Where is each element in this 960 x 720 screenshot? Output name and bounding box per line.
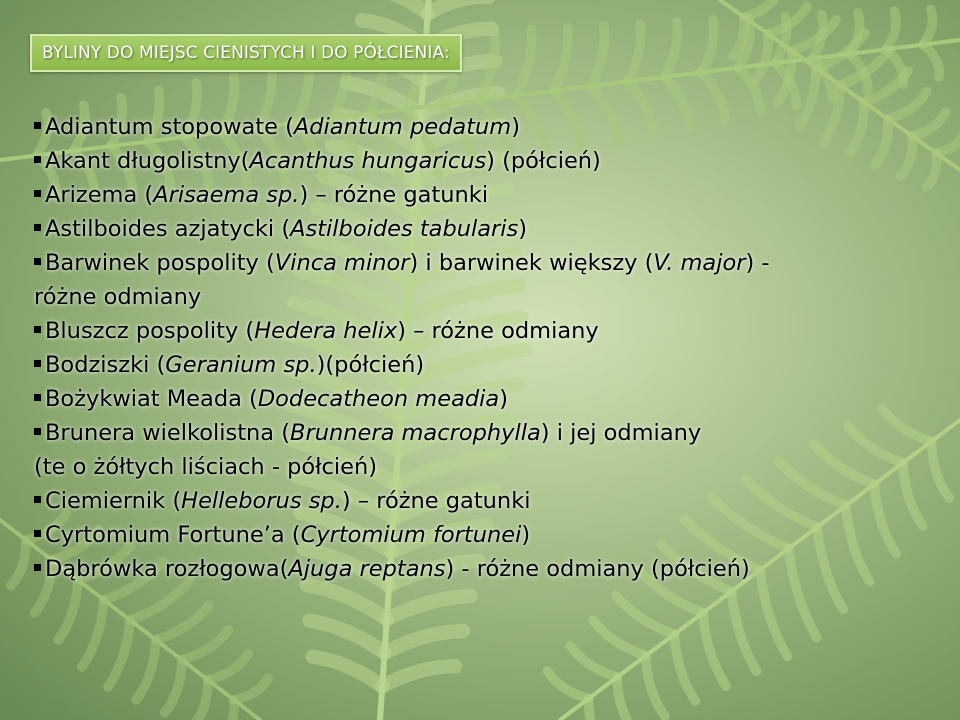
- scientific-name: Ajuga reptans: [288, 556, 446, 582]
- list-item: [34, 484, 934, 518]
- scientific-name: V. major: [653, 250, 746, 276]
- note-text: ) (półcień): [486, 148, 601, 174]
- list-item: [34, 348, 934, 382]
- note-text: ) – różne gatunki: [341, 488, 531, 514]
- list-item: [34, 416, 934, 450]
- list-item: [34, 144, 934, 178]
- note-text: ) – różne odmiany: [397, 318, 599, 344]
- list-item: [34, 178, 934, 212]
- common-name: Barwinek pospolity (: [45, 250, 275, 276]
- square-bullet-icon: [34, 224, 41, 231]
- note-text: ) -: [745, 250, 770, 276]
- common-name: Cyrtomium Fortune’a (: [45, 522, 301, 548]
- scientific-name: Acanthus hungaricus: [249, 148, 487, 174]
- square-bullet-icon: [34, 258, 41, 265]
- common-name: Bożykwiat Meada (: [45, 386, 258, 412]
- note-text: ) – różne gatunki: [299, 182, 489, 208]
- common-name: Ciemiernik (: [45, 488, 182, 514]
- scientific-name: Hedera helix: [254, 318, 398, 344]
- square-bullet-icon: [34, 190, 41, 197]
- square-bullet-icon: [34, 564, 41, 571]
- scientific-name: Brunnera macrophylla: [290, 420, 541, 446]
- common-name: Akant długolistny(: [45, 148, 250, 174]
- square-bullet-icon: [34, 394, 41, 401]
- common-name: Astilboides azjatycki (: [45, 216, 291, 242]
- slide-title-box: [30, 34, 462, 72]
- square-bullet-icon: [34, 428, 41, 435]
- scientific-name: Dodecatheon meadia: [257, 386, 500, 412]
- scientific-name: Geranium sp.: [165, 352, 317, 378]
- note-text: ): [499, 386, 508, 412]
- list-item: [34, 280, 934, 314]
- list-item-continuation: (te o żółtych liściach - półcień): [34, 454, 378, 480]
- list-item: [34, 382, 934, 416]
- common-name: Bodziszki (: [45, 352, 166, 378]
- list-item: [34, 110, 934, 144]
- square-bullet-icon: [34, 530, 41, 537]
- slide-title: BYLINY DO MIEJSC CIENISTYCH I DO PÓŁCIENIA:: [42, 43, 450, 63]
- plant-list: [34, 110, 934, 586]
- note-text: ): [518, 216, 528, 242]
- common-name: Arizema (: [45, 182, 154, 208]
- note-text: )(półcień): [316, 352, 425, 378]
- square-bullet-icon: [34, 496, 41, 503]
- list-item: [34, 246, 934, 280]
- scientific-name: Arisaema sp.: [153, 182, 300, 208]
- common-name: Brunera wielkolistna (: [45, 420, 291, 446]
- note-text: ): [521, 522, 531, 548]
- scientific-name: Astilboides tabularis: [290, 216, 519, 242]
- square-bullet-icon: [34, 326, 41, 333]
- square-bullet-icon: [34, 156, 41, 163]
- scientific-name: Helleborus sp.: [181, 488, 342, 514]
- scientific-name: Vinca minor: [274, 250, 410, 276]
- common-name: Adiantum stopowate (: [45, 114, 294, 140]
- note-text: ): [511, 114, 520, 140]
- list-item: [34, 212, 934, 246]
- common-name: Bluszcz pospolity (: [45, 318, 255, 344]
- common-name: Dąbrówka rozłogowa(: [45, 556, 289, 582]
- scientific-name: Adiantum pedatum: [293, 114, 512, 140]
- list-item: [34, 450, 934, 484]
- common-name: ) i barwinek większy (: [409, 250, 654, 276]
- note-text: ) - różne odmiany (półcień): [445, 556, 750, 582]
- square-bullet-icon: [34, 360, 41, 367]
- note-text: ) i jej odmiany: [540, 420, 702, 446]
- list-item: [34, 552, 934, 586]
- square-bullet-icon: [34, 122, 41, 129]
- list-item: [34, 518, 934, 552]
- scientific-name: Cyrtomium fortunei: [300, 522, 522, 548]
- list-item: [34, 314, 934, 348]
- list-item-continuation: różne odmiany: [34, 284, 202, 310]
